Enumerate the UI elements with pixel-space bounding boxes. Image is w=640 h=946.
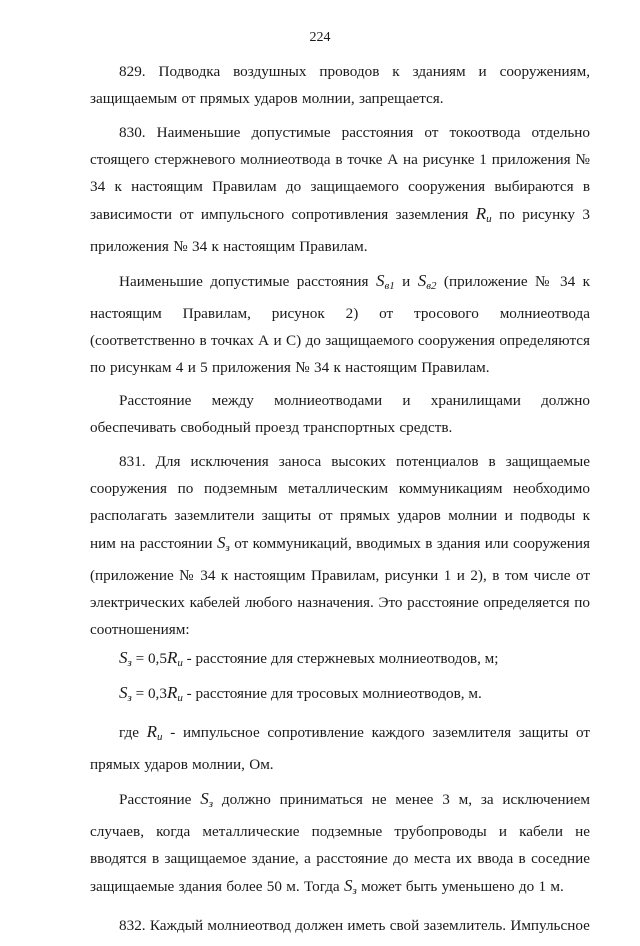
formula-cable xyxy=(90,679,590,712)
paragraph-831-min-text-2: должно приниматься не менее 3 м, за исключением случаев, когда металлические подземные трубопроводы и кабели не вводятся в защищаемое здание, а расстояние до места их ввода в соседние защищаемые здания более 50 м. Тогда xyxy=(90,790,591,895)
document-body xyxy=(90,58,590,946)
page-number: 224 xyxy=(309,30,331,45)
conjunction-and: и xyxy=(402,272,411,290)
symbol-r-impulse-where: $R_и$ xyxy=(146,722,163,744)
formula-rod-lhs: $S_з$ xyxy=(119,648,132,670)
paragraph-832-text: 832. Каждый молниеотвод должен иметь свой заземлитель. Импульсное xyxy=(119,916,590,934)
formula-rod xyxy=(90,644,590,677)
paragraph-830-distances xyxy=(90,267,590,381)
paragraph-829 xyxy=(90,58,590,112)
paragraph-829-text: 829. Подводка воздушных проводов к зданиям и сооружениям, защищаемым от прямых ударов молнии, запрещается. xyxy=(90,63,590,107)
paragraph-831-text-2: от коммуникаций, вводимых в здания или сооружения (приложение № 34 к настоящим Правилам, рисунки 1 и 2), в том числе от электрических кабелей любого назначения. Это расстояние определяется по соотношениям: xyxy=(90,535,591,639)
paragraph-831 xyxy=(90,448,590,643)
formula-cable-text: - расстояние для тросовых молниеотводов, м. xyxy=(186,685,482,703)
symbol-s-v1: $S_{в1}$ xyxy=(375,270,395,292)
formula-cable-lhs: $S_з$ xyxy=(119,683,132,705)
symbol-r-impulse: $R_и$ xyxy=(475,203,492,225)
paragraph-830 xyxy=(90,119,590,260)
symbol-s-v2: $S_{в2}$ xyxy=(417,270,437,292)
paragraph-where xyxy=(90,718,590,778)
paragraph-832 xyxy=(90,912,590,939)
paragraph-where-text-2: - импульсное сопротивление каждого заземлителя защиты от прямых ударов молнии, Ом. xyxy=(90,724,591,774)
paragraph-where-text-1: где xyxy=(119,724,139,742)
paragraph-830-distances-text-1: Наименьшие допустимые расстояния xyxy=(119,272,369,290)
paragraph-831-min-distance xyxy=(90,785,590,905)
formula-rod-eq: = 0,5 xyxy=(135,650,167,668)
formula-cable-r: $R_и$ xyxy=(166,683,183,705)
paragraph-830-distances-text-2: (приложение № 34 к настоящим Правилам, рисунок 2) от тросового молниеотвода (соответственно в точках А и С) до защищаемого сооружения определяются по рисункам 4 и 5 приложения № 34 к настоящим Правилам. xyxy=(90,272,591,376)
symbol-s-z: $S_з$ xyxy=(216,533,230,555)
paragraph-830-passage xyxy=(90,387,590,441)
paragraph-831-text-1: 831. Для исключения заноса высоких потенциалов в защищаемые сооружения по подземным металлическим коммуникациям необходимо располагать заземлители защиты от прямых ударов молнии и подводы к ним на расстоянии xyxy=(90,453,590,553)
formula-cable-eq: = 0,3 xyxy=(135,685,167,703)
formula-rod-r: $R_и$ xyxy=(166,648,183,670)
paragraph-830-text-1: 830. Наименьшие допустимые расстояния от токоотвода отдельно стоящего стержневого молниеотвода в точке А на рисунке 1 приложения № 34 к настоящим Правилам до защищаемого сооружения выбираются в зависимости от импульсного сопротивления заземления xyxy=(90,123,590,223)
paragraph-830-text-2: по рисунку 3 приложения № 34 к настоящим Правилам. xyxy=(90,205,591,255)
paragraph-831-min-text-3: может быть уменьшено до 1 м. xyxy=(361,877,564,895)
paragraph-831-min-text-1: Расстояние xyxy=(119,790,192,808)
symbol-s-z-min: $S_з$ xyxy=(200,788,214,810)
paragraph-830-passage-text: Расстояние между молниеотводами и хранилищами должно обеспечивать свободный проезд транспортных средств. xyxy=(90,392,590,437)
formula-rod-text: - расстояние для стержневых молниеотводов, м; xyxy=(186,650,499,668)
symbol-s-z-reduced: $S_з$ xyxy=(343,875,357,897)
